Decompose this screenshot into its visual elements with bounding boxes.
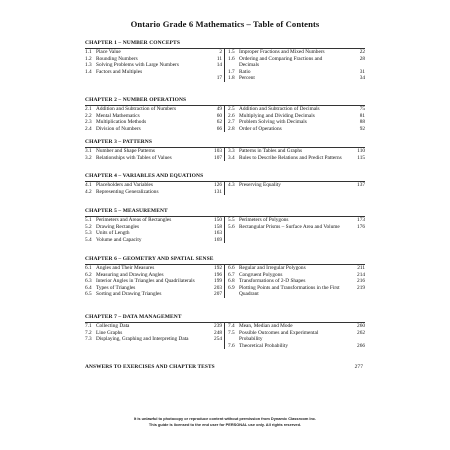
section-column-right xyxy=(225,106,365,132)
section-title: Perimeters of Polygons xyxy=(239,217,289,223)
section-entry xyxy=(228,330,365,343)
section-page: 176 xyxy=(357,223,365,230)
section-number: 4.3 xyxy=(228,182,235,188)
chapter-4 xyxy=(85,173,365,195)
section-number: 6.7 xyxy=(228,271,235,278)
section-title: Ordering and Comparing Fractions and Decimals xyxy=(239,55,323,68)
section-number: 1.1 xyxy=(85,49,92,55)
chapter-3 xyxy=(85,139,365,161)
chapter-sections xyxy=(85,148,365,161)
section-page: 126 xyxy=(214,182,222,188)
section-number: 2.3 xyxy=(85,119,92,125)
chapter-1 xyxy=(85,40,365,82)
section-page: 158 xyxy=(214,223,222,230)
section-title: Units of Length xyxy=(96,230,130,236)
section-title: Rounding Numbers xyxy=(96,55,138,62)
section-title: Placeholders and Variables xyxy=(96,182,153,188)
section-column-right xyxy=(225,217,365,243)
section-page: 75 xyxy=(359,106,365,112)
section-number: 2.6 xyxy=(228,112,235,119)
section-title: Factors and Multiples xyxy=(96,68,143,75)
section-page: 207 xyxy=(214,291,222,297)
section-title: Perimeters and Areas of Rectangles xyxy=(96,217,172,223)
section-number: 1.8 xyxy=(228,75,235,81)
section-page: 107 xyxy=(214,154,222,161)
section-page: 203 xyxy=(214,284,222,291)
section-number: 5.2 xyxy=(85,223,92,230)
section-title: Plotting Points and Transformations in the First Quadrant xyxy=(239,284,340,297)
section-column-left xyxy=(85,49,225,82)
section-entry xyxy=(85,291,224,298)
section-number: 6.9 xyxy=(228,284,235,291)
section-number: 5.4 xyxy=(85,236,92,243)
section-number: 1.5 xyxy=(228,49,235,55)
section-title: Ratio xyxy=(239,68,251,75)
section-title: Sorting and Drawing Triangles xyxy=(96,291,162,297)
section-title: Regular and Irregular Polygons xyxy=(239,265,306,271)
section-entry xyxy=(228,182,365,189)
section-number: 7.1 xyxy=(85,323,92,329)
section-page: 216 xyxy=(357,278,365,284)
section-title: Line Graphs xyxy=(96,329,123,336)
section-title: Rules to Describe Relations and Predict Patterns xyxy=(239,154,342,161)
section-number: 7.4 xyxy=(228,323,235,329)
section-column-left xyxy=(85,217,225,243)
section-entry xyxy=(85,237,224,244)
section-column-left xyxy=(85,182,225,195)
section-page: 11 xyxy=(216,55,222,62)
section-title: Number and Shape Patterns xyxy=(96,148,155,154)
section-page: 192 xyxy=(214,265,222,271)
section-title: Drawing Rectangles xyxy=(96,223,140,230)
section-title: Rectangular Prisms – Surface Area and Volume xyxy=(239,223,340,230)
section-page: 199 xyxy=(214,278,222,284)
section-number: 1.6 xyxy=(228,55,235,62)
section-entry xyxy=(228,343,365,350)
section-number: 2.7 xyxy=(228,119,235,125)
section-column-left xyxy=(85,323,225,349)
section-page: 196 xyxy=(214,271,222,278)
section-page: 239 xyxy=(214,323,222,329)
section-title: Improper Fractions and Mixed Numbers xyxy=(239,49,325,55)
section-page: 62 xyxy=(216,119,222,125)
section-number: 2.1 xyxy=(85,106,92,112)
section-number: 6.4 xyxy=(85,284,92,291)
section-title: Relationships with Tables of Values xyxy=(96,154,172,161)
section-entry xyxy=(228,75,365,82)
section-title: Theoretical Probability xyxy=(239,342,288,349)
section-title: Order of Operations xyxy=(239,125,282,132)
chapter-heading: CHAPTER 3 – PATTERNS xyxy=(85,139,365,148)
section-column-left xyxy=(85,265,225,298)
section-title: Collecting Data xyxy=(96,323,130,329)
section-entry xyxy=(228,126,365,133)
answers-label: ANSWERS TO EXERCISES AND CHAPTER TESTS xyxy=(85,364,215,370)
section-page: 248 xyxy=(214,329,222,336)
section-column-left xyxy=(85,148,225,161)
section-page: 22 xyxy=(359,49,365,55)
section-title: Congruent Polygons xyxy=(239,271,283,278)
section-title: Multiplication Methods xyxy=(96,119,147,125)
section-entry xyxy=(228,224,365,231)
section-number: 7.3 xyxy=(85,336,92,342)
section-page: 260 xyxy=(357,323,365,329)
section-title: Mean, Median and Mode xyxy=(239,323,293,329)
section-page: 88 xyxy=(359,119,365,125)
section-title: Possible Outcomes and Experimental Probability xyxy=(239,329,319,342)
section-page: 163 xyxy=(214,230,222,236)
section-number: 5.3 xyxy=(85,230,92,236)
section-page: 92 xyxy=(359,125,365,132)
section-number: 1.4 xyxy=(85,68,92,75)
section-page: 137 xyxy=(357,182,365,188)
section-number: 2.4 xyxy=(85,125,92,132)
section-page: 115 xyxy=(357,154,365,161)
section-number: 6.8 xyxy=(228,278,235,284)
section-page: 66 xyxy=(216,125,222,132)
chapter-heading: CHAPTER 6 – GEOMETRY AND SPATIAL SENSE xyxy=(85,256,365,265)
section-number: 6.3 xyxy=(85,278,92,284)
section-entry xyxy=(85,75,224,82)
section-number: 1.2 xyxy=(85,55,92,62)
section-number: 6.1 xyxy=(85,265,92,271)
section-column-right xyxy=(225,148,365,161)
section-entry xyxy=(85,189,224,196)
section-title: Angles and Their Measures xyxy=(96,265,155,271)
chapter-5 xyxy=(85,208,365,243)
section-entry xyxy=(85,336,224,343)
section-title: Representing Generalizations xyxy=(96,188,159,195)
section-number: 5.1 xyxy=(85,217,92,223)
section-number: 3.3 xyxy=(228,148,235,154)
section-column-right xyxy=(225,265,365,298)
section-number: 6.5 xyxy=(85,291,92,297)
section-title: Place Value xyxy=(96,49,121,55)
section-number: 5.6 xyxy=(228,223,235,230)
section-number: 7.6 xyxy=(228,342,235,349)
chapter-sections xyxy=(85,106,365,132)
section-number xyxy=(85,75,96,82)
chapter-7 xyxy=(85,314,365,349)
answers-entry xyxy=(85,364,365,370)
chapter-sections xyxy=(85,182,365,195)
section-title: Volume and Capacity xyxy=(96,236,142,243)
page-title: Ontario Grade 6 Mathematics – Table of Contents xyxy=(130,19,320,29)
section-page: 150 xyxy=(214,217,222,223)
section-number: 3.1 xyxy=(85,148,92,154)
section-column-right xyxy=(225,182,365,195)
chapter-sections xyxy=(85,265,365,298)
section-page: 214 xyxy=(357,271,365,278)
section-page: 211 xyxy=(357,265,365,271)
section-number: 2.2 xyxy=(85,112,92,119)
section-page: 28 xyxy=(359,55,365,62)
section-entry xyxy=(85,155,224,162)
section-number: 2.5 xyxy=(228,106,235,112)
section-page: 173 xyxy=(357,217,365,223)
section-page: 49 xyxy=(216,106,222,112)
section-page: 31 xyxy=(359,68,365,75)
section-number: 3.4 xyxy=(228,154,235,161)
footer-line-1: It is unlawful to photocopy or reproduce content without permission from Dynamic Classroom Inc. xyxy=(133,416,317,421)
section-page: 81 xyxy=(359,112,365,119)
section-number: 4.2 xyxy=(85,188,92,195)
chapter-heading: CHAPTER 5 – MEASUREMENT xyxy=(85,208,365,217)
section-page: 131 xyxy=(214,188,222,195)
section-title: Mental Mathematics xyxy=(96,112,140,119)
section-entry xyxy=(228,285,365,298)
section-number: 3.2 xyxy=(85,154,92,161)
copyright-footer xyxy=(0,416,450,428)
section-title: Transformations of 2-D Shapes xyxy=(239,278,306,284)
section-title: Displaying, Graphing and Interpreting Data xyxy=(96,336,189,342)
section-number: 1.7 xyxy=(228,68,235,75)
chapter-sections xyxy=(85,49,365,82)
section-entry xyxy=(85,126,224,133)
section-entry xyxy=(228,155,365,162)
section-page: 219 xyxy=(357,284,365,291)
section-column-right xyxy=(225,49,365,82)
section-page: 14 xyxy=(216,62,222,68)
chapter-6 xyxy=(85,256,365,298)
section-number: 1.3 xyxy=(85,62,92,68)
section-number: 6.2 xyxy=(85,271,92,278)
chapter-sections xyxy=(85,323,365,349)
chapter-sections xyxy=(85,217,365,243)
section-title: Multiplying and Dividing Decimals xyxy=(239,112,315,119)
chapter-heading: CHAPTER 2 – NUMBER OPERATIONS xyxy=(85,97,365,106)
section-number: 5.5 xyxy=(228,217,235,223)
section-number: 6.6 xyxy=(228,265,235,271)
section-page: 17 xyxy=(216,75,222,81)
section-title: Addition and Subtraction of Numbers xyxy=(96,106,177,112)
chapter-2 xyxy=(85,97,365,132)
section-column-left xyxy=(85,106,225,132)
section-number: 2.8 xyxy=(228,125,235,132)
section-page: 34 xyxy=(359,75,365,81)
section-page: 103 xyxy=(214,148,222,154)
section-page: 110 xyxy=(357,148,365,154)
footer-line-2: This guide is licensed to the end user for PERSONAL use only. All rights reserved. xyxy=(148,422,302,427)
section-page: 169 xyxy=(214,236,222,243)
section-title: Interior Angles in Triangles and Quadrilaterals xyxy=(96,278,195,284)
section-title: Addition and Subtraction of Decimals xyxy=(239,106,320,112)
section-page: 60 xyxy=(216,112,222,119)
section-title xyxy=(96,75,204,82)
chapter-heading: CHAPTER 1 – NUMBER CONCEPTS xyxy=(85,40,365,49)
answers-page: 277 xyxy=(354,364,363,370)
section-entry xyxy=(228,56,365,69)
chapter-heading: CHAPTER 4 – VARIABLES AND EQUATIONS xyxy=(85,173,365,182)
section-number: 7.2 xyxy=(85,329,92,336)
section-column-right xyxy=(225,323,365,349)
section-title: Problem Solving with Decimals xyxy=(239,119,307,125)
section-page: 262 xyxy=(357,329,365,336)
section-number: 7.5 xyxy=(228,329,235,336)
section-page: 2 xyxy=(219,49,222,55)
section-title: Preserving Equality xyxy=(239,182,281,188)
chapter-heading: CHAPTER 7 – DATA MANAGEMENT xyxy=(85,314,365,323)
section-title: Percent xyxy=(239,75,255,81)
section-page: 266 xyxy=(357,342,365,349)
section-title: Measuring and Drawing Angles xyxy=(96,271,164,278)
section-number: 4.1 xyxy=(85,182,92,188)
section-title: Types of Triangles xyxy=(96,284,136,291)
section-page: 254 xyxy=(214,336,222,342)
section-title: Patterns in Tables and Graphs xyxy=(239,148,303,154)
section-title: Solving Problems with Large Numbers xyxy=(96,62,179,68)
section-title: Division of Numbers xyxy=(96,125,141,132)
